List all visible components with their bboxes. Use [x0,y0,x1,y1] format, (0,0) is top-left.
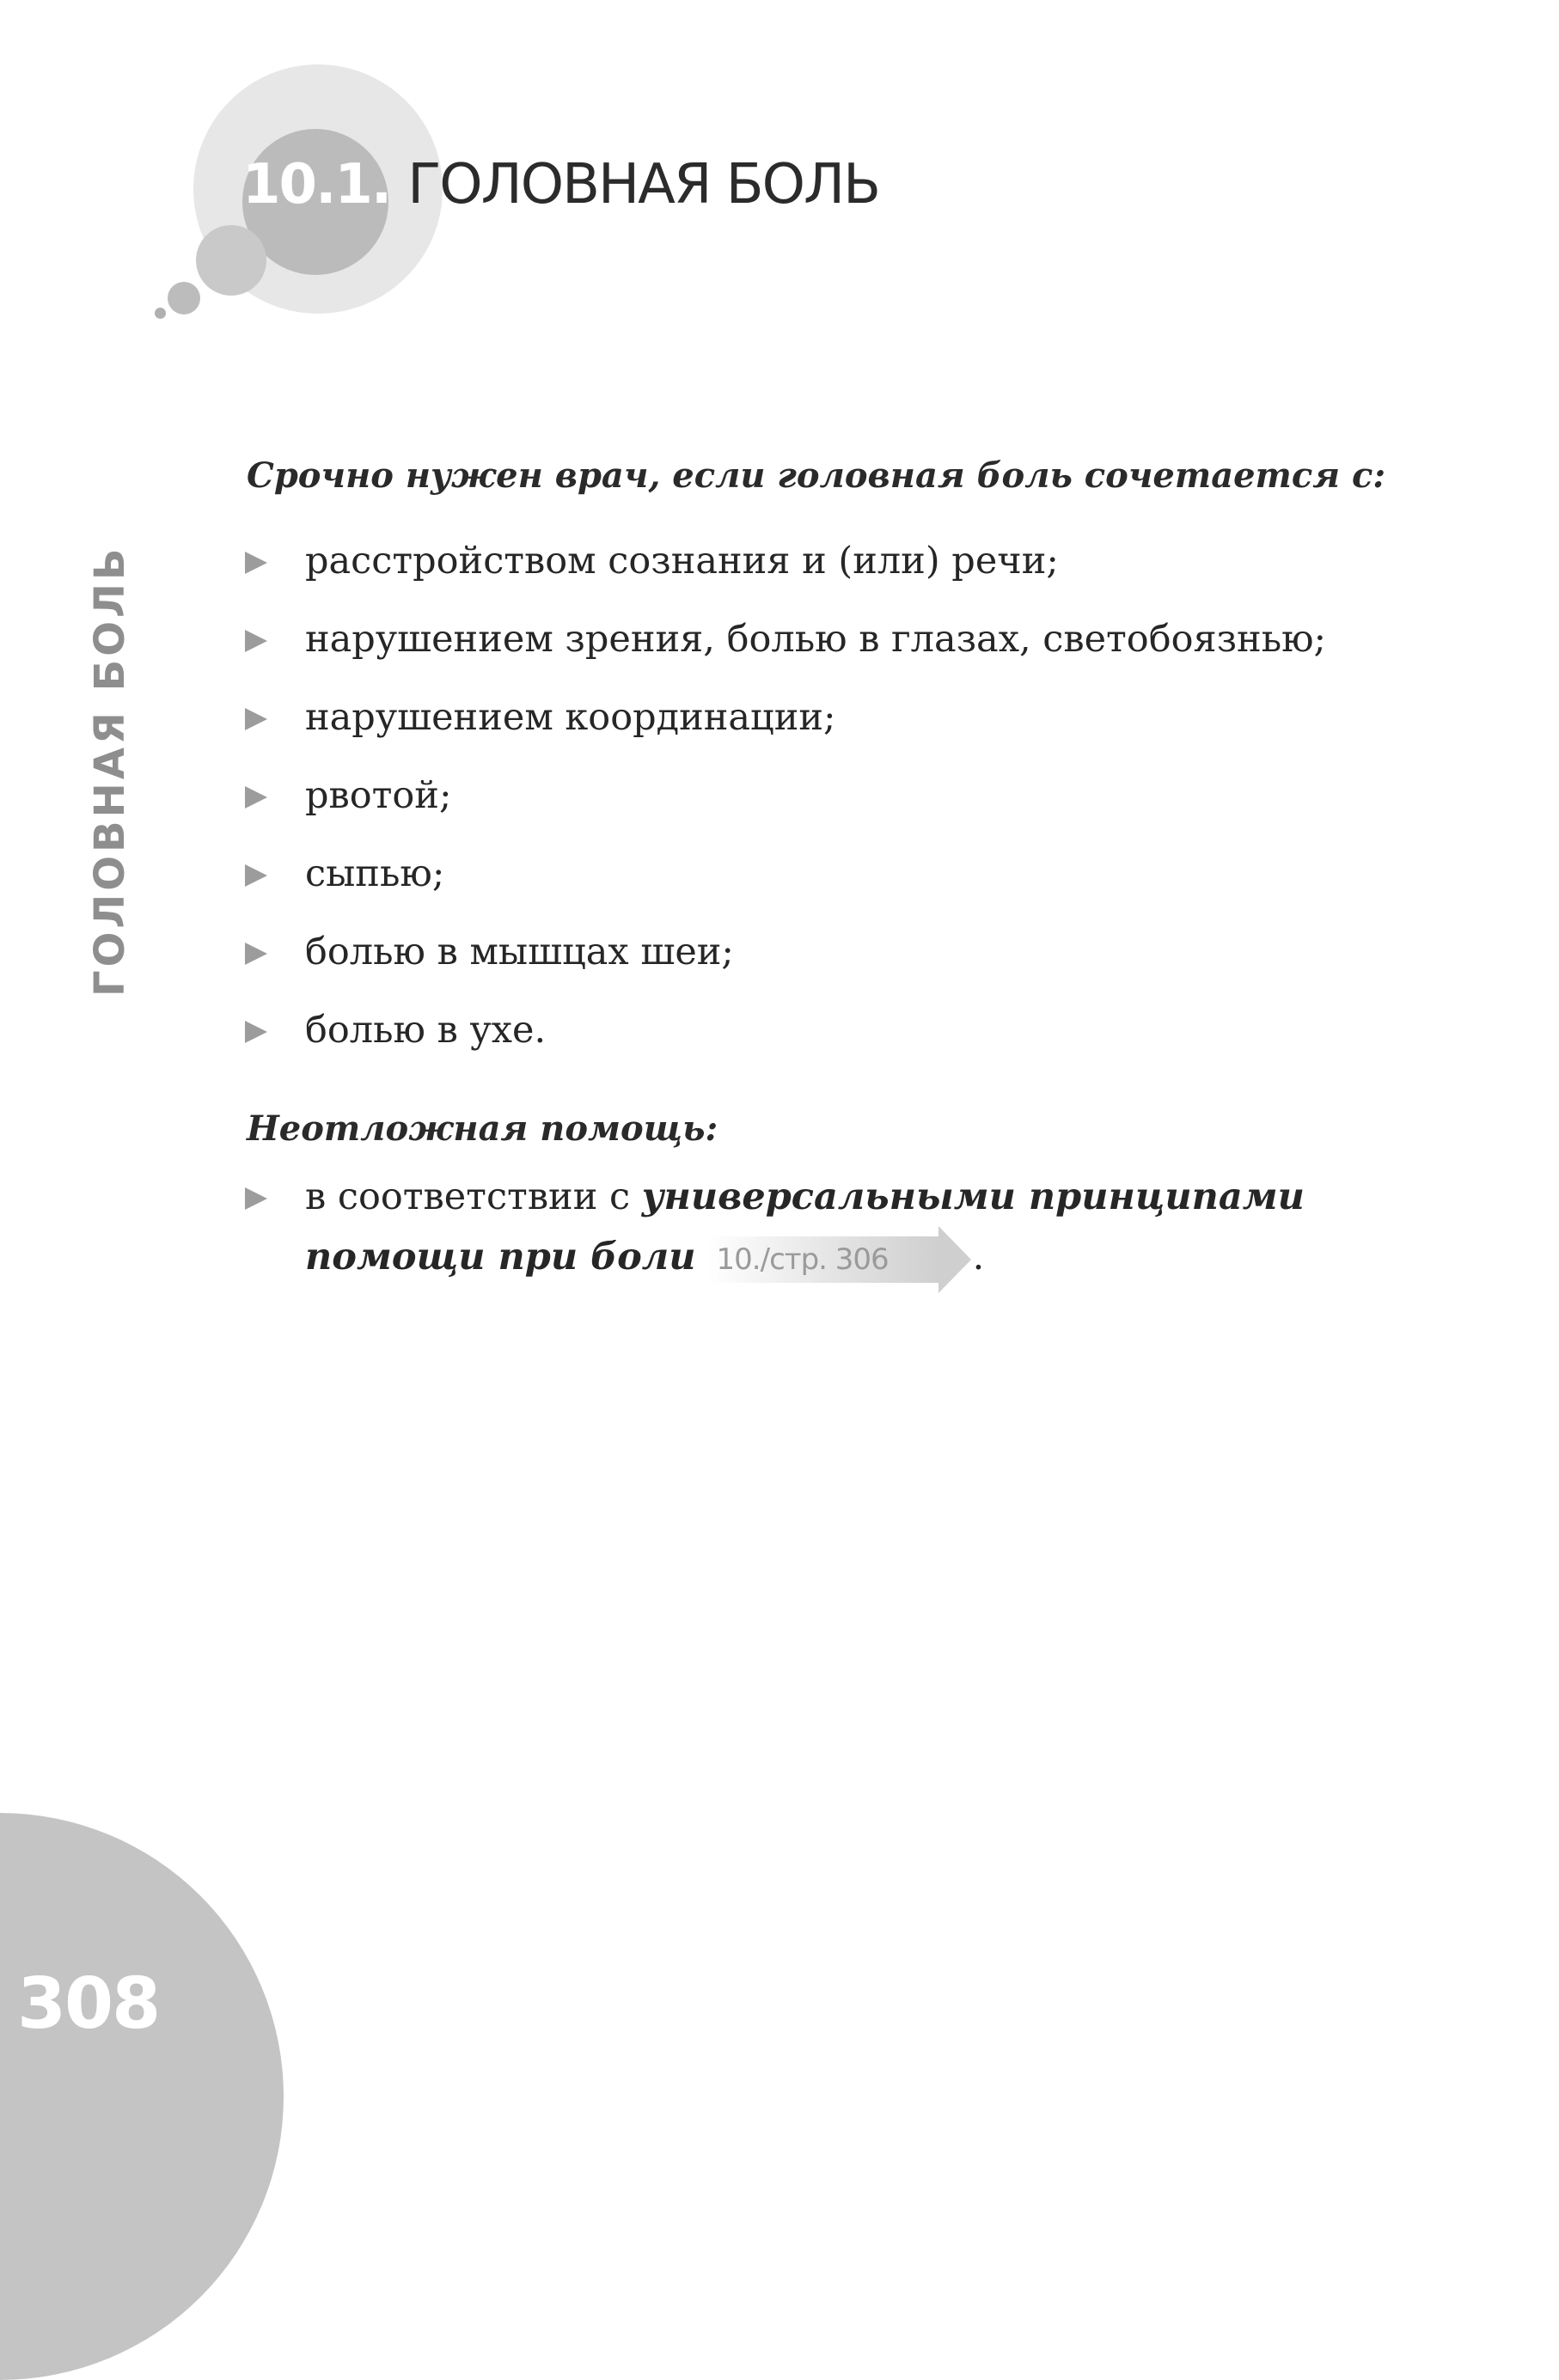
bullet-arrow-icon [245,552,267,574]
list-item: нарушением зрения, болью в глазах, светобоязнью; [245,609,1326,687]
page-number: 308 [17,1963,160,2045]
urgent-doctor-lead: Срочно нужен врач, если головная боль сочетается с: [247,455,1386,496]
list-item: сыпью; [245,844,1326,922]
decorative-bubble-small [168,282,200,314]
first-aid-lead: Неотложная помощь: [247,1108,718,1149]
list-item: болью в мышцах шеи; [245,922,1326,1000]
decorative-bubble-medium [196,225,266,296]
decorative-bubble-tiny [155,308,166,319]
first-aid-item: в соответствии с универсальными принципами помощи при боли 10./стр. 306 . [245,1167,1465,1287]
bullet-arrow-icon [245,786,267,809]
bullet-arrow-icon [245,943,267,965]
list-item: расстройством сознания и (или) речи; [245,531,1326,609]
bullet-arrow-icon [245,864,267,887]
page-number-corner [0,1813,284,2380]
section-heading [242,153,879,217]
list-item: нарушением координации; [245,687,1326,766]
bullet-arrow-icon [245,630,267,652]
bullet-arrow-icon [245,1021,267,1043]
list-item: рвотой; [245,766,1326,844]
bullet-arrow-icon [245,708,267,730]
section-title: ГОЛОВНАЯ БОЛЬ [407,153,880,217]
page-reference-link[interactable]: 10./стр. 306 [708,1236,938,1283]
list-item: болью в ухе. [245,1000,1326,1078]
bullet-arrow-icon [245,1187,267,1210]
urgent-symptom-list [245,531,1326,1078]
first-aid-emphasis: универсальными принципами помощи при боли [305,1175,1305,1278]
side-chapter-label: ГОЛОВНАЯ БОЛЬ [86,545,134,997]
section-number: 10.1. [242,153,391,217]
